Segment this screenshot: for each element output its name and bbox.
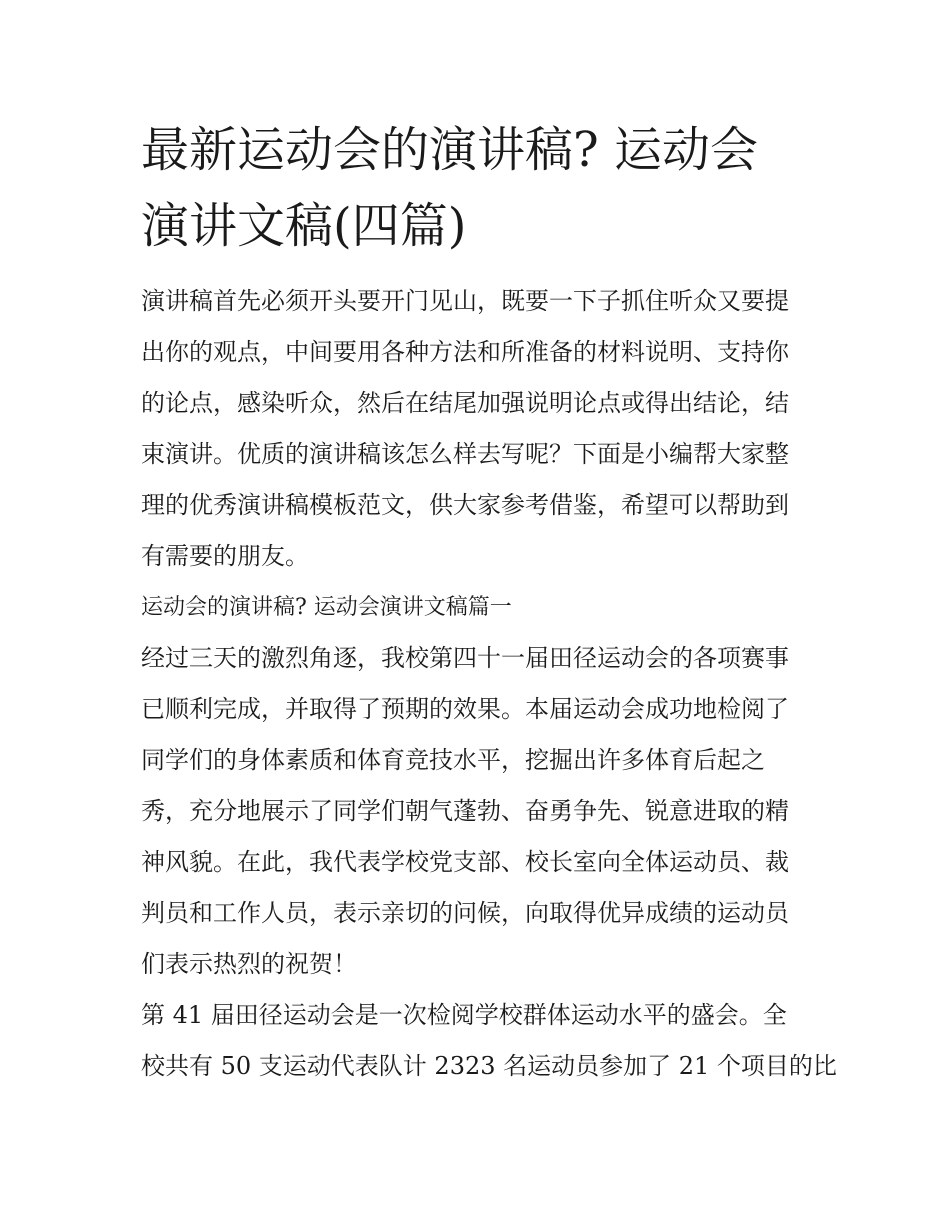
paragraph-2 — [141, 990, 837, 1092]
paragraph-line: 神风貌。在此，我代表学校党支部、校长室向全体运动员、裁 — [141, 848, 789, 876]
intro-line: 理的优秀演讲稿模板范文，供大家参考借鉴，希望可以帮助到 — [141, 491, 789, 519]
paragraph-line: 同学们的身体素质和体育竞技水平，挖掘出许多体育后起之 — [141, 746, 765, 774]
document-page — [141, 112, 837, 1092]
document-title — [141, 112, 813, 264]
paragraph-line: 判员和工作人员，表示亲切的问候，向取得优异成绩的运动员 — [141, 899, 789, 927]
title-line-1: 最新运动会的演讲稿? 运动会 — [141, 122, 758, 178]
paragraph-line: 校共有 50 支运动代表队计 2323 名运动员参加了 21 个项目的比 — [141, 1052, 837, 1080]
title-line-2: 演讲文稿(四篇) — [141, 198, 467, 254]
section-heading: 运动会的演讲稿? 运动会演讲文稿篇一 — [141, 595, 512, 620]
paragraph-line: 们表示热烈的祝贺！ — [141, 950, 357, 978]
intro-line: 的论点，感染听众，然后在结尾加强说明论点或得出结论，结 — [141, 389, 789, 417]
paragraph-line: 已顺利完成，并取得了预期的效果。本届运动会成功地检阅了 — [141, 695, 789, 723]
intro-line: 束演讲。优质的演讲稿该怎么样去写呢？下面是小编帮大家整 — [141, 440, 789, 468]
intro-line: 有需要的朋友。 — [141, 542, 309, 570]
intro-line: 演讲稿首先必须开头要开门见山，既要一下子抓住听众又要提 — [141, 287, 789, 315]
paragraph-line: 经过三天的激烈角逐，我校第四十一届田径运动会的各项赛事 — [141, 644, 789, 672]
intro-line: 出你的观点，中间要用各种方法和所准备的材料说明、支持你 — [141, 338, 789, 366]
paragraph-1 — [141, 633, 813, 990]
paragraph-line: 秀，充分地展示了同学们朝气蓬勃、奋勇争先、锐意进取的精 — [141, 797, 789, 825]
paragraph-line: 第 41 届田径运动会是一次检阅学校群体运动水平的盛会。全 — [141, 1001, 787, 1029]
intro-paragraph — [141, 276, 813, 582]
